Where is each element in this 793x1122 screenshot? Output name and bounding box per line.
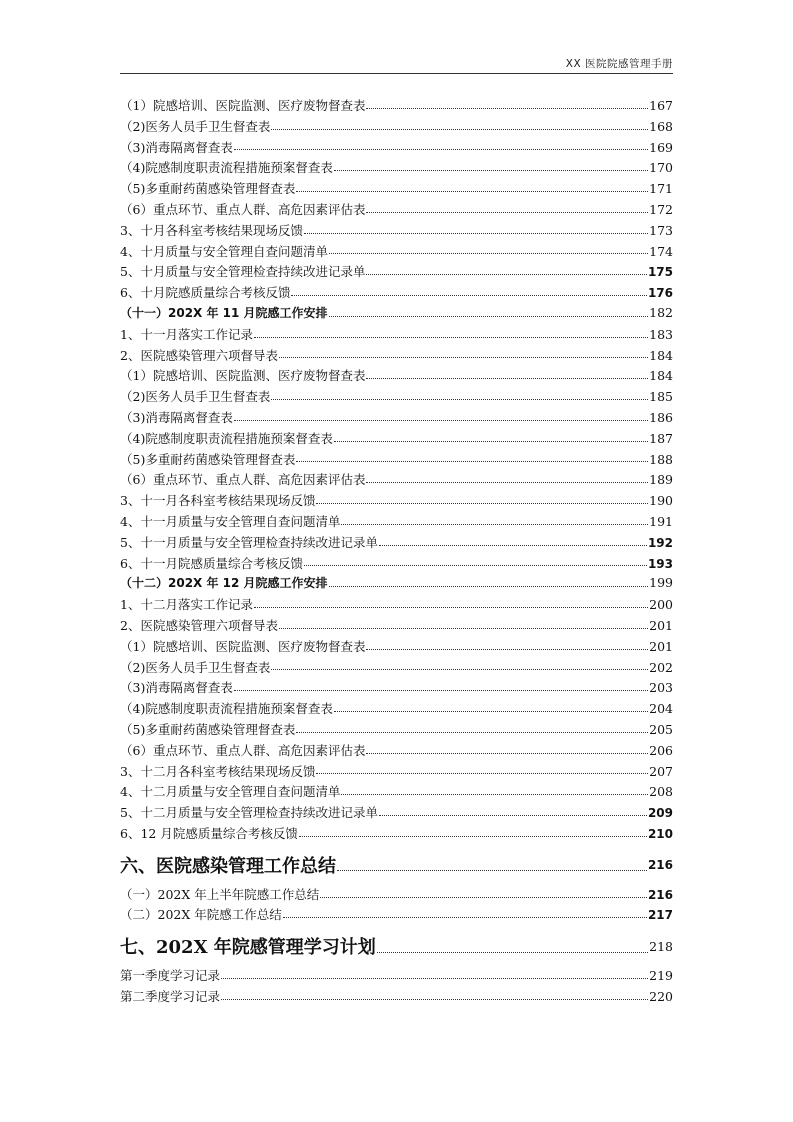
dot-leader — [337, 870, 647, 871]
toc-entry[interactable] — [120, 138, 673, 159]
dot-leader — [304, 233, 648, 234]
toc-entry-page-number: 210 — [647, 826, 673, 841]
toc-entry[interactable] — [120, 926, 673, 966]
toc-entry-label: （一）202X 年上半年院感工作总结 — [120, 886, 320, 902]
toc-entry-page-number: 186 — [649, 409, 673, 425]
toc-entry-page-number: 172 — [649, 201, 673, 217]
dot-leader — [234, 690, 648, 691]
toc-entry-label: 2、医院感染管理六项督导表 — [120, 347, 278, 363]
toc-entry-page-number: 193 — [647, 556, 673, 571]
toc-entry-label: （6）重点环节、重点人群、高危因素评估表 — [120, 742, 366, 758]
dot-leader — [366, 649, 648, 650]
dot-leader — [221, 978, 648, 979]
toc-entry-page-number: 202 — [649, 659, 673, 675]
dot-leader — [221, 999, 648, 1000]
toc-entry-label: （二）202X 年院感工作总结 — [120, 907, 282, 923]
toc-entry-label: （1）院感培训、医院监测、医疗废物督查表 — [120, 638, 366, 654]
header-divider — [120, 73, 673, 74]
toc-entry[interactable] — [120, 803, 673, 824]
dot-leader — [341, 524, 648, 525]
toc-entry-label: （4)院感制度职责流程措施预案督查表 — [120, 160, 333, 176]
toc-entry[interactable] — [120, 408, 673, 429]
dot-leader — [334, 711, 648, 712]
toc-entry-label: 5、十二月质量与安全管理检查持续改进记录单 — [120, 805, 378, 821]
toc-entry-label: 1、十二月落实工作记录 — [120, 597, 253, 613]
toc-entry-page-number: 216 — [647, 857, 673, 872]
toc-entry-label: （3)消毒隔离督查表 — [120, 409, 233, 425]
toc-entry[interactable] — [120, 283, 673, 304]
toc-entry-label: （5)多重耐药菌感染管理督查表 — [120, 451, 296, 467]
toc-entry[interactable] — [120, 885, 673, 906]
toc-entry[interactable] — [120, 658, 673, 679]
toc-entry[interactable] — [120, 595, 673, 616]
toc-entry[interactable] — [120, 845, 673, 885]
toc-entry-label: 七、202X 年院感管理学习计划 — [120, 937, 376, 959]
toc-entry-page-number: 184 — [649, 347, 673, 363]
toc-entry[interactable] — [120, 491, 673, 512]
dot-leader — [279, 357, 648, 358]
dot-leader — [234, 420, 648, 421]
toc-entry-page-number: 188 — [649, 451, 673, 467]
dot-leader — [279, 628, 648, 629]
dot-leader — [366, 212, 648, 213]
dot-leader — [329, 316, 649, 317]
toc-entry-page-number: 190 — [649, 493, 673, 509]
toc-entry-page-number: 208 — [649, 784, 673, 800]
dot-leader — [234, 149, 648, 150]
toc-entry-label: 5、十月质量与安全管理检查持续改进记录单 — [120, 264, 366, 280]
toc-entry[interactable] — [120, 242, 673, 263]
toc-entry-label: 4、十一月质量与安全管理自查问题清单 — [120, 513, 341, 529]
running-header: XX 医院院感管理手册 — [565, 58, 673, 70]
toc-entry[interactable] — [120, 616, 673, 637]
dot-leader — [296, 461, 648, 462]
toc-entry-page-number: 189 — [649, 472, 673, 488]
dot-leader — [366, 753, 648, 754]
toc-entry-page-number: 175 — [647, 265, 673, 280]
toc-entry-page-number: 191 — [649, 513, 673, 529]
toc-entry-label: （4)院感制度职责流程措施预案督查表 — [120, 430, 333, 446]
toc-entry-label: 2、医院感染管理六项督导表 — [120, 617, 278, 633]
dot-leader — [316, 503, 648, 504]
dot-leader — [320, 897, 647, 898]
dot-leader — [316, 773, 648, 774]
dot-leader — [329, 586, 649, 587]
toc-entry[interactable] — [120, 699, 673, 720]
table-of-contents — [120, 96, 673, 1008]
toc-entry-page-number: 216 — [647, 887, 673, 902]
toc-entry-page-number: 182 — [649, 304, 673, 320]
toc-entry-page-number: 168 — [649, 118, 673, 134]
toc-entry-page-number: 200 — [649, 597, 673, 613]
toc-entry-label: 6、十一月院感质量综合考核反馈 — [120, 555, 303, 571]
dot-leader — [283, 917, 647, 918]
toc-entry-label: （十二）202X 年 12 月院感工作安排 — [120, 576, 328, 591]
dot-leader — [366, 274, 646, 275]
toc-entry[interactable] — [120, 450, 673, 471]
dot-leader — [366, 378, 648, 379]
toc-entry-label: （6）重点环节、重点人群、高危因素评估表 — [120, 201, 366, 217]
toc-entry-page-number: 169 — [649, 139, 673, 155]
toc-entry-label: （十一）202X 年 11 月院感工作安排 — [120, 305, 328, 320]
dot-leader — [271, 669, 648, 670]
dot-leader — [271, 129, 648, 130]
toc-entry-label: 第二季度学习记录 — [120, 989, 221, 1005]
toc-entry[interactable] — [120, 574, 673, 595]
toc-entry[interactable] — [120, 366, 673, 387]
toc-entry-page-number: 167 — [649, 98, 673, 113]
toc-entry-label: 3、十月各科室考核结果现场反馈 — [120, 222, 303, 238]
toc-entry-page-number: 183 — [649, 326, 673, 342]
dot-leader — [296, 191, 648, 192]
toc-entry[interactable] — [120, 637, 673, 658]
dot-leader — [366, 482, 648, 483]
toc-entry[interactable] — [120, 221, 673, 242]
toc-entry-page-number: 219 — [649, 968, 673, 984]
toc-entry-page-number: 173 — [649, 222, 673, 238]
dot-leader — [254, 607, 648, 608]
toc-entry-page-number: 218 — [649, 938, 673, 954]
toc-entry[interactable] — [120, 262, 673, 283]
toc-entry-page-number: 209 — [647, 806, 673, 821]
toc-entry[interactable] — [120, 824, 673, 845]
toc-entry[interactable] — [120, 512, 673, 533]
toc-entry-label: 5、十一月质量与安全管理检查持续改进记录单 — [120, 534, 378, 550]
toc-entry-page-number: 205 — [649, 721, 673, 737]
dot-leader — [299, 836, 647, 837]
toc-entry-label: 4、十二月质量与安全管理自查问题清单 — [120, 784, 341, 800]
toc-entry-label: （6）重点环节、重点人群、高危因素评估表 — [120, 472, 366, 488]
toc-entry[interactable] — [120, 158, 673, 179]
dot-leader — [379, 545, 647, 546]
toc-entry-page-number: 199 — [649, 575, 673, 591]
dot-leader — [334, 441, 648, 442]
toc-entry[interactable] — [120, 117, 673, 138]
toc-entry-label: （3)消毒隔离督查表 — [120, 139, 233, 155]
toc-entry-page-number: 201 — [649, 617, 673, 633]
toc-entry[interactable] — [120, 762, 673, 783]
dot-leader — [366, 108, 648, 109]
dot-leader — [304, 565, 647, 566]
toc-entry-label: 6、12 月院感质量综合考核反馈 — [120, 825, 298, 841]
toc-entry-label: 1、十一月落实工作记录 — [120, 326, 253, 342]
toc-entry-label: （4)院感制度职责流程措施预案督查表 — [120, 701, 333, 717]
toc-entry-label: （3)消毒隔离督查表 — [120, 680, 233, 696]
dot-leader — [379, 815, 647, 816]
toc-entry-page-number: 206 — [649, 742, 673, 758]
toc-entry[interactable] — [120, 179, 673, 200]
dot-leader — [334, 170, 648, 171]
dot-leader — [329, 253, 648, 254]
toc-entry[interactable] — [120, 966, 673, 987]
toc-entry-label: （1）院感培训、医院监测、医疗废物督查表 — [120, 98, 366, 113]
toc-entry-label: 3、十一月各科室考核结果现场反馈 — [120, 493, 316, 509]
toc-entry-label: （1）院感培训、医院监测、医疗废物督查表 — [120, 368, 366, 384]
toc-entry-label: （2)医务人员手卫生督查表 — [120, 118, 271, 134]
toc-entry-label: 六、医院感染管理工作总结 — [120, 855, 336, 877]
toc-entry[interactable] — [120, 325, 673, 346]
toc-entry-label: 4、十月质量与安全管理自查问题清单 — [120, 243, 328, 259]
toc-entry-label: （2)医务人员手卫生督查表 — [120, 389, 271, 405]
toc-entry-page-number: 184 — [649, 368, 673, 384]
toc-entry[interactable] — [120, 470, 673, 491]
toc-entry[interactable] — [120, 720, 673, 741]
toc-entry-page-number: 192 — [647, 535, 673, 550]
toc-entry-page-number: 217 — [647, 908, 673, 923]
toc-entry-label: （5)多重耐药菌感染管理督查表 — [120, 721, 296, 737]
toc-entry-page-number: 207 — [649, 763, 673, 779]
dot-leader — [377, 952, 648, 953]
toc-entry[interactable] — [120, 554, 673, 575]
toc-entry[interactable] — [120, 741, 673, 762]
toc-entry[interactable] — [120, 304, 673, 325]
dot-leader — [291, 295, 646, 296]
toc-entry[interactable] — [120, 678, 673, 699]
toc-entry-label: 第一季度学习记录 — [120, 968, 221, 984]
toc-entry-page-number: 201 — [649, 638, 673, 654]
toc-entry-page-number: 176 — [647, 286, 673, 301]
toc-entry[interactable] — [120, 387, 673, 408]
toc-entry[interactable] — [120, 429, 673, 450]
toc-entry[interactable] — [120, 96, 673, 117]
toc-entry-label: （5)多重耐药菌感染管理督查表 — [120, 181, 296, 197]
toc-entry-page-number: 204 — [649, 701, 673, 717]
toc-entry-label: （2)医务人员手卫生督查表 — [120, 659, 271, 675]
toc-entry[interactable] — [120, 987, 673, 1008]
toc-entry-page-number: 220 — [649, 989, 673, 1005]
toc-entry-page-number: 174 — [649, 243, 673, 259]
dot-leader — [271, 399, 648, 400]
toc-entry-page-number: 203 — [649, 680, 673, 696]
toc-entry[interactable] — [120, 782, 673, 803]
toc-entry-page-number: 187 — [649, 430, 673, 446]
toc-entry-page-number: 171 — [649, 181, 673, 197]
toc-entry-label: 6、十月院感质量综合考核反馈 — [120, 285, 291, 301]
toc-entry-label: 3、十二月各科室考核结果现场反馈 — [120, 763, 316, 779]
dot-leader — [341, 794, 648, 795]
toc-entry[interactable] — [120, 200, 673, 221]
toc-entry-page-number: 185 — [649, 389, 673, 405]
toc-entry-page-number: 170 — [649, 160, 673, 176]
toc-entry[interactable] — [120, 905, 673, 926]
toc-entry[interactable] — [120, 533, 673, 554]
dot-leader — [296, 732, 648, 733]
toc-entry[interactable] — [120, 346, 673, 367]
dot-leader — [254, 337, 648, 338]
